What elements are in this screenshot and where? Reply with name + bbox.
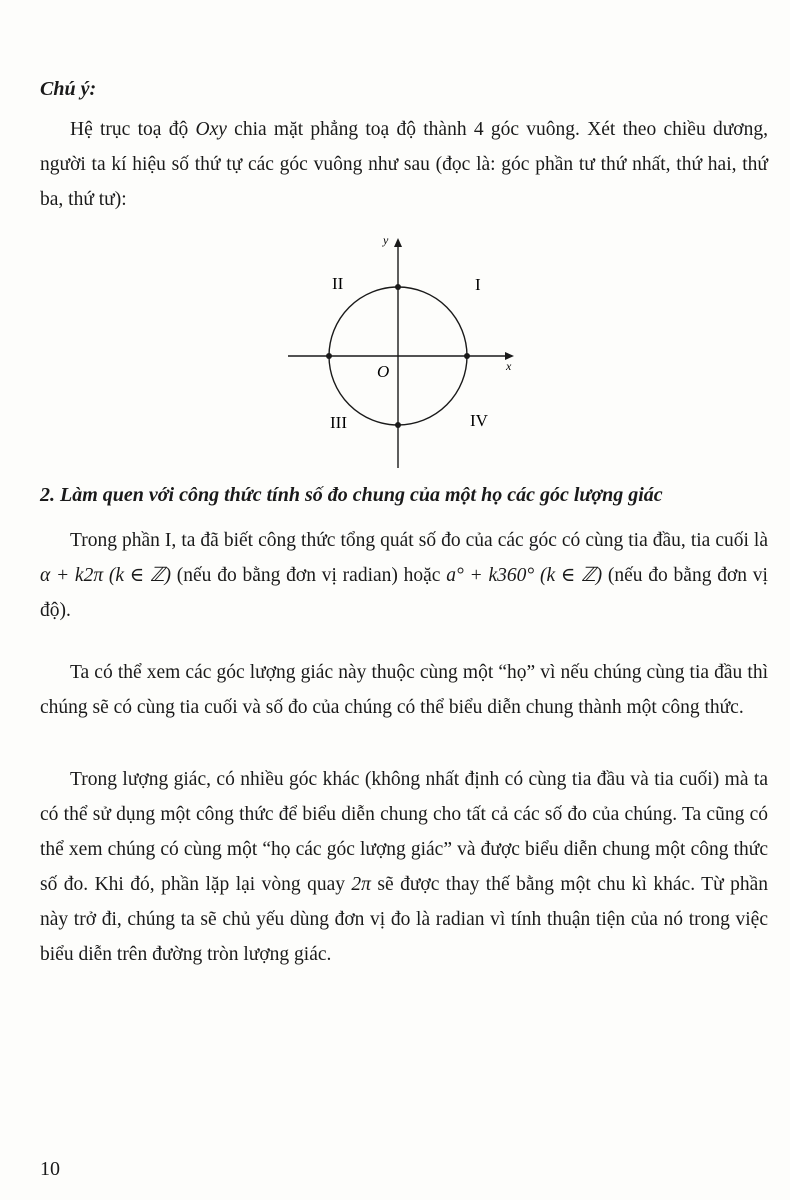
p1-text-start: Trong phần I, ta đã biết công thức tổng quát số đo của các góc có cùng tia đầu, tia cuối là [70,530,768,551]
section-title: 2. Làm quen với công thức tính số đo chung của một họ các góc lượng giác [40,484,663,506]
note-text-end: chia mặt phẳng toạ độ thành 4 góc vuông. Xét theo chiều dương, người ta kí hiệu số thứ tự các góc vuông như sau (đọc là: góc phần tư thứ nhất, thứ hai, thứ ba, thứ tư): [40,119,768,210]
p3-text-end: sẽ được thay thế bằng một chu kì khác. Từ phần này trở đi, chúng ta sẽ chủ yếu dùng đơn vị đo là radian vì tính thuận tiện của nó trong việc biểu diễn trên đường tròn lượng giác. [40,874,768,965]
point-left [326,353,332,359]
x-axis-label: x [506,359,512,373]
quadrant-1-label: I [475,275,481,294]
section-paragraph-1 [40,523,768,628]
page-number: 10 [40,1158,60,1180]
y-axis-arrow [394,238,402,247]
quadrant-2-label: II [332,274,344,293]
point-right [464,353,470,359]
p1-text-end: (nếu đo bằng đơn vị độ). [40,565,768,621]
origin-label: O [377,362,390,381]
formula-radian: α + k2π (k ∈ ℤ) [40,565,172,586]
note-text-start: Hệ trục toạ độ [70,119,196,140]
note-paragraph [40,112,768,217]
quadrant-4-label: IV [470,411,488,430]
unit-circle-diagram [270,228,520,473]
p1-text-middle: (nếu đo bằng đơn vị radian) hoặc [171,565,447,586]
y-axis-label: y [383,233,389,247]
quadrant-3-label: III [330,413,347,432]
oxy-symbol: Oxy [195,119,227,140]
note-title: Chú ý: [40,78,97,100]
section-paragraph-2: Ta có thể xem các góc lượng giác này thuộc cùng một “họ” vì nếu chúng cùng tia đầu thì chúng sẽ có cùng tia cuối và số đo của chúng có thể biểu diễn chung thành một công thức. [40,662,768,718]
section-paragraph-3 [40,762,768,972]
p3-text-start: Trong lượng giác, có nhiều góc khác (không nhất định có cùng tia đầu và tia cuối) mà ta có thể sử dụng một công thức để biểu diễn chung cho tất cả các số đo của chúng. Ta cũng có thể xem chúng có cùng một “họ các góc lượng giác” và được biểu diễn chung một công thức số đo. Khi đó, phần lặp lại vòng quay [40,769,768,895]
point-bottom [395,422,401,428]
formula-2pi: 2π [351,874,371,895]
point-top [395,284,401,290]
formula-degree: a° + k360° (k ∈ ℤ) [446,565,603,586]
